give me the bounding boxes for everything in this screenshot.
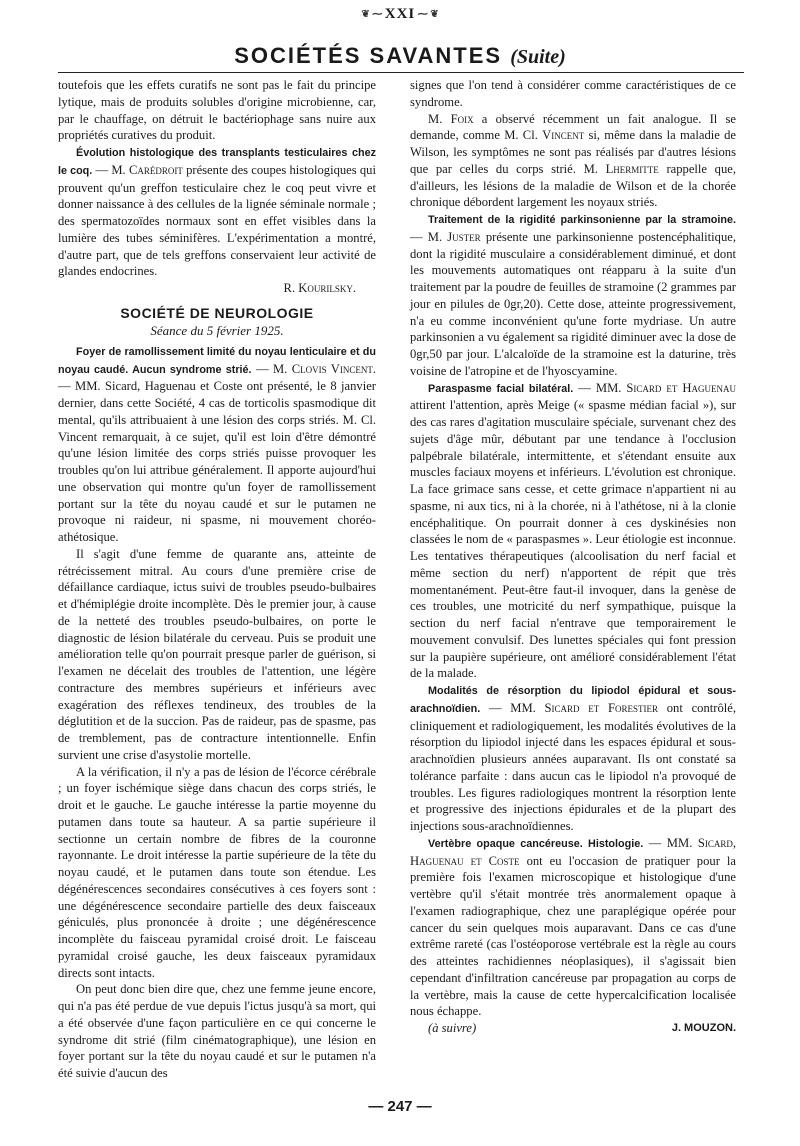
author-name: Foix bbox=[450, 111, 474, 126]
header-rule bbox=[58, 72, 744, 73]
paragraph-lipiodol bbox=[410, 682, 736, 835]
paragraph-paraspasme bbox=[410, 380, 736, 683]
paragraph-text: présente une parkinsonienne postencéphalitique, dont la rigidité musculaire a considérablement diminué, et dont les mouvements automatiques ont réapparu à la suite d'un traitement par la poudre de feuilles de stramoine (2 grammes par jour en pilules de 0gr,20). Cette dose, atteinte progressivement, n'a eu comme inconvénient qu'une forte mydriase. Un autre parkinsonien a vu également sa rigidité diminuer avec la dose de 0gr,50 par jour. L'alcaloïde de la stramoine est la daturine, très voisine de l'atropine et de l'hyoscyamine. bbox=[410, 229, 736, 378]
paragraph-foix bbox=[410, 111, 736, 212]
paragraph-text: présente des coupes histologiques qui prouvent qu'un greffon testiculaire chez le coq peut vivre et donner naissance à des cellules de la lignée séminale normale ; des spermatozoïdes normaux sont en effet visibles dans la lumière des tubes séminifères. L'expérimentation a montré, d'autre part, que de tels greffons conservaient leur activité de glandes endocrines. bbox=[58, 162, 376, 279]
paragraph-text: attirent l'attention, après Meige (« spasme médian facial »), sur des cas rares d'agitation musculaire spéciale, survenant chez des sujets d'âge mûr, débutant par une tendance à l'occlusion palpébrale bilatérale, intermittente, et s'étendant ensuite aux muscles faciaux moyens et inférieurs. L'évolution est chronique. La face grimace sans cesse, et cette grimace n'appartient ni au spasme, ni aux tics, ni à la chorée, ni à l'athétose, ni à la clonie encéphalitique. On pourrait donner à ces dyskinésies non classées le nom de « paraspasmes ». Leur étiologie est inconnue. Les tentatives thérapeutiques (alcoolisation du nerf facial et même section du nerf) n'apportent de répit que très momentanément. Peut-être faut-il invoquer, dans la genèse de ces troubles, une motricité du nerf sympathique, puisque la section du nerf facial n'entrave que temporairement le mouvement convulsif. Des lunettes spéciales qui font pression sur la paupière supérieure, ont amélioré considérablement l'état de la malade. bbox=[410, 398, 736, 681]
paragraph: A la vérification, il n'y a pas de lésion de l'écorce cérébrale ; un foyer ischémique siège dans chacun des corps striés, le droit et le gauche. Le gauche intéresse la partie moyenne du putamen dans toute sa hauteur. A sa partie supérieure il sectionne un certain nombre de fibres de la couronne rayonnante. Le droit intéresse la partie supérieure de la tête du noyau caudé, et le putamen dans toute son étendue. Les dégénérescences secondaires consécutives à ces foyers sont : une dégénérescence secondaire partielle des deux faisceaux géniculés, plus prononcée à droite ; une dégénérescence incomplète du faisceau pyramidal croisé droit. Le faisceau pyramidal croisé gauche, les deux faisceaux pyramidaux directs sont intacts. bbox=[58, 764, 376, 980]
society-heading: SOCIÉTÉ DE NEUROLOGIE bbox=[120, 304, 314, 321]
author-name: Lhermitte bbox=[605, 161, 659, 176]
section-title: Traitement de la rigidité parkinsonienne par la stramoine. bbox=[428, 214, 736, 226]
section-title: Foyer de ramollissement limité du noyau lenticulaire et du noyau caudé. Aucun syndrome strié. bbox=[58, 345, 376, 376]
article-footer bbox=[410, 1020, 736, 1037]
left-ornament: ❦ ⁓ bbox=[361, 9, 385, 21]
paragraph-text: MM. Sicard, Haguenau et Coste ont présenté, le 8 janvier dernier, dans cette Société, 4 cas de torticolis spasmodique dit mental, qu'ils attribuaient à une lésion des corps striés. M. Cl. Vincent remarquait, à ce sujet, qu'il est loin d'être démontré qu'une lésion limitée des corps striés puisse provoquer les troubles qu'on lui attribue généralement. Il apporte aujourd'hui une observation qui montre qu'un foyer de ramollissement portant sur la tête du noyau caudé et sur le putamen ne provoque ni raideur, ni spasme, ni mouvement choréo-athétosique. bbox=[58, 379, 376, 544]
page-number: — 247 — bbox=[368, 1098, 432, 1115]
article-author: J. MOUZON. bbox=[671, 1022, 736, 1034]
text: M. bbox=[428, 111, 443, 126]
text: si, même dans la maladie de Wilson, les symptômes ne sont pas réalisés par d'autres lésions que par celles du corps strié. M. bbox=[410, 128, 736, 176]
right-column bbox=[410, 77, 736, 1037]
dash: — bbox=[95, 162, 109, 177]
running-head-title: SOCIÉTÉS SAVANTES bbox=[234, 43, 503, 68]
section-title: Évolution histologique des transplants testiculaires chez le coq. bbox=[58, 147, 376, 177]
session-date: Séance du 5 février 1925. bbox=[150, 322, 284, 338]
paragraph-text: ont contrôlé, cliniquement et radiologiquement, les modalités évolutives de la résorption du lipiodol injecté dans les espaces épidural et sous-arachnoïdien plusieurs années auparavant. Ils ont constaté sa tolérance parfaite : dans aucun cas le lipiodol n'a provoqué de troubles. Les figures radiologiques montrent la résorption lente et progressive des injections épidurales et de la plupart des injections sous-arachnoïdiennes. bbox=[410, 700, 736, 833]
dash: — bbox=[58, 379, 71, 394]
author-name: MM. Sicard et Forestier bbox=[510, 700, 659, 715]
section-title: Modalités de résorption du lipiodol épidural et sous-arachnoïdien. bbox=[410, 685, 736, 715]
section-title: Vertèbre opaque cancéreuse. Histologie. bbox=[428, 837, 644, 850]
right-ornament: ⁓ ❦ bbox=[415, 9, 439, 21]
author-name: Carédroit bbox=[128, 162, 183, 177]
paragraph-vertebre bbox=[410, 835, 736, 1020]
author-name: MM. Sicard, Haguenau et Coste bbox=[410, 835, 736, 868]
paragraph: Il s'agit d'une femme de quarante ans, atteinte de rétrécissement mitral. Au cours d'une première crise de défaillance cardiaque, ictus suivi de troubles pseudo-bulbaires et d'hémiplégie droite incomplète. Dès le premier jour, à cause de la netteté des troubles pseudo-bulbaires, on porte le diagnostic de lésion bilatérale du cerveau. Puis se produit une amélioration telle qu'on pourrait presque parler de guérison, si l'examen ne décelait des troubles de l'attention, une légère contracture des membres supérieurs et inférieurs avec exagération des réflexes tendineux, des troubles de la déglutition et de la succion. Pas de raideur, pas de spasme, pas de tremblement, pas de contracture intentionnelle. Enfin survient une crise d'asystolie mortelle. bbox=[58, 546, 376, 762]
dash: — bbox=[578, 380, 591, 395]
author-name: MM. Sicard et Haguenau bbox=[595, 380, 736, 395]
running-head-roman bbox=[0, 6, 800, 23]
text: a observé récemment un fait analogue. Il se demande, comme M. Cl. bbox=[410, 111, 736, 143]
paragraph: signes que l'on tend à considérer comme caractéristiques de ce syndrome. bbox=[410, 78, 736, 109]
author-name: Vincent bbox=[542, 128, 585, 143]
section-title: Paraspasme facial bilatéral. bbox=[428, 382, 574, 395]
dash: — bbox=[255, 361, 269, 376]
paragraph-evolution: Évolution histologique des transplants testiculaires chez le coq. — M. Carédroit présente des coupes histologiques qui prouvent qu'un greffon testiculaire chez le coq peut vivre et donner naissance à des cellules de la lignée séminale normale ; des spermatozoïdes normaux sont en effet visibles dans la lumière des tubes séminifères. L'expérimentation a montré, d'autre part, que de tels greffons conservaient leur activité de glandes endocrines. bbox=[58, 147, 376, 279]
paragraph-text: ont eu l'occasion de pratiquer pour la première fois l'examen microscopique et histologique d'une vertèbre qu'il s'était montrée très anormalement opaque à l'examen radiographique, chez une paraplégique opérée pour cancer du sein quelques mois auparavant. Dans ce cas d'une extrême rareté (cas l'ostéoporose vertébrale est la règle au cours des atteintes rachidiennes néoplasiques), il s'agissait bien cependant d'infiltration cancéreuse par propagation au corps de la vertèbre, mais la cause de cette hypercalcification localisée nous échappe. bbox=[410, 853, 736, 1019]
signature bbox=[58, 280, 376, 297]
author-name: Juster bbox=[447, 229, 481, 244]
running-head-suite: (Suite) bbox=[510, 46, 566, 68]
roman-numeral: XXI bbox=[384, 6, 416, 22]
paragraph: On peut donc bien dire que, chez une femme jeune encore, qui n'a pas été perdue de vue depuis l'ictus jusqu'à sa mort, qui a été observée d'une façon particulière en ce qui concerne le syndrome dit strié (film cinématographique), une lésion en foyer portant sur la tête du noyau caudé et sur le putamen n'a été suivie d'aucun des bbox=[58, 982, 376, 1080]
left-column bbox=[58, 77, 376, 1082]
text: rappelle que, d'ailleurs, les lésions de la maladie de Wilson et de la chorée chronique débordent largement les noyaux striés. bbox=[410, 161, 737, 210]
running-head bbox=[0, 44, 800, 69]
dash: — bbox=[410, 229, 423, 244]
paragraph: toutefois que les effets curatifs ne sont pas le fait du principe lytique, mais de produits solubles d'origine microbienne, car, par le chauffage, on détruit le bactériophage sans nuire aux propriétés curatives du produit. bbox=[58, 78, 376, 143]
dash: — bbox=[648, 835, 662, 850]
paragraph-foyer: Foyer de ramollissement limité du noyau lenticulaire et du noyau caudé. Aucun syndrome strié. — M. Clovis Vincent. — MM. Sicard, Haguenau et Coste ont présenté, le 8 janvier dernier, dans cette Société, 4 cas de torticolis spasmodique dit mental, qu'ils attribuaient à une lésion des corps striés. M. Cl. Vincent remarquait, à ce sujet, qu'il est loin d'être démontré qu'une lésion limitée des corps striés puisse provoquer les troubles qu'on lui attribue généralement. Il apporte aujourd'hui une observation qui montre qu'un foyer de ramollissement portant sur la tête du noyau caudé et sur le putamen ne provoque ni raideur, ni spasme, ni mouvement choréo-athétosique. bbox=[58, 345, 376, 544]
to-be-continued: (à suivre) bbox=[428, 1021, 477, 1035]
paragraph-rigidite: Traitement de la rigidité parkinsonienne par la stramoine. — M. Juster présente une parkinsonienne postencéphalitique, dont la rigidité musculaire a considérablement diminué, et dont les mouvements automatiques ont réapparu à la suite d'un traitement par la poudre de feuilles de stramoine (2 grammes par jour en pilules de 0gr,20). Cette dose, atteinte progressivement, n'a eu comme inconvénient qu'une forte mydriase. Un autre parkinsonien a vu également sa rigidité diminuer avec la dose de 0gr,50 par jour. L'alcaloïde de la stramoine est la daturine, très voisine de l'atropine et de l'hyoscyamine. bbox=[410, 214, 736, 378]
dash: — bbox=[488, 700, 502, 715]
author-name: Clovis Vincent. bbox=[291, 361, 376, 376]
signature-text: R. Kourilsky. bbox=[283, 281, 356, 295]
